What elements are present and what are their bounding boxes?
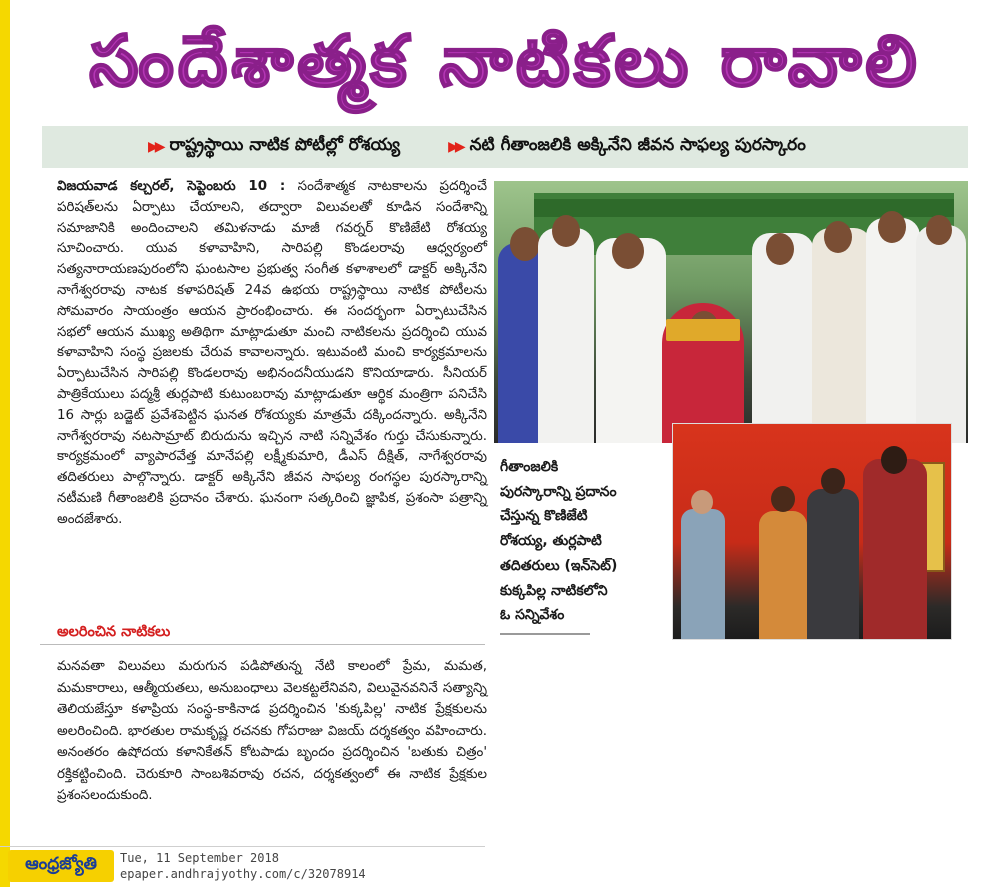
subheadline-bar bbox=[42, 126, 968, 168]
caption-line: కుక్కపిల్ల నాటికలోని bbox=[500, 582, 608, 599]
newspaper-logo: ఆంధ్రజ్యోతి bbox=[8, 850, 114, 882]
actor-figure bbox=[759, 511, 807, 639]
actor-head bbox=[881, 446, 907, 474]
article-paragraph: సందేశాత్మక నాటకాలను ప్రదర్శించే పరిషత్‌లను ఏర్పాటు చేయాలని, తద్వారా విలువలతో కూడిన సందేశాన్ని సమాజానికి అందించాలని తమిళనాడు మాజీ గవర్నర్‌ కొణిజేటి రోశయ్య సూచించారు. యువ కళావాహిని, సారిపల్లి కొండలరావు ఆధ్వర్యంలో సత్యనారాయణపురంలోని ఘంటసాల ప్రభుత్వ సంగీత కళాశాలలో డాక్టర్‌ అక్కినేని నాగేశ్వరరావు నాటక కళాపరిషత్‌ 24వ ఉభయ రాష్ట్రస్థాయి నాటిక పోటీలను సోమవారం సాయంత్రం ఆయన ప్రారంభించారు. ఈ సందర్భంగా ఏర్పాటుచేసిన సభలో ఆయన ముఖ్య అతిథిగా మాట్లాడుతూ మంచి నాటికలను ప్రదర్శించి యువ కళావాహిని సంస్థ ప్రజలకు చేరువ కావాలన్నారు. ఇటువంటి మంచి కార్యక్రమాలను ఏర్పాటుచేసిన సారిపల్లి కొండలరావు అభినందనీయుడని కొనియాడారు. సీనియర్‌ పాత్రికేయులు పద్మశ్రీ తుర్లపాటి కుటుంబరావు మాట్లాడుతూ ఆర్థిక మంత్రిగా పనిచేసి 16 సార్లు బడ్జెట్‌ ప్రవేశపెట్టిన ఘనత రోశయ్యకు మాత్రమే దక్కిందన్నారు. అక్కినేని నాగేశ్వరరావు నటసామ్రాట్‌ బిరుదును ఇచ్చిన నాటి సన్నివేశం గుర్తు చేసుకున్నారు. కార్యక్రమంలో వ్యాపారవేత్త మానేపల్లి లక్ష్మీకుమారి, డీఎస్‌ దీక్షిత్‌, నాగేశ్వరరావు తదితరులు పాల్గొన్నారు. డాక్టర్‌ అక్కినేని జీవన సాఫల్య రంగస్థల పురస్కారాన్ని నటీమణి గీతాంజలికి ప్రదానం చేశారు. ఘనంగా సత్కరించి జ్ఞాపిక, ప్రశంసా పత్రాన్ని అందజేశారు. bbox=[57, 179, 488, 527]
person-head bbox=[926, 215, 952, 245]
caption-line: రోశయ్య, తుర్లపాటి bbox=[500, 533, 602, 550]
caption-line: పురస్కారాన్ని ప్రదానం bbox=[500, 483, 617, 500]
person-head bbox=[612, 233, 644, 269]
footer-divider bbox=[0, 846, 485, 847]
inset-play-photo bbox=[672, 423, 952, 640]
caption-line: తదితరులు (ఇన్‌సెట్‌) bbox=[500, 557, 618, 574]
section-paragraph: మనవతా విలువలు మరుగున పడిపోతున్న నేటి కాలంలో ప్రేమ, మమత, మమకారాలు, ఆత్మీయతలు, అనుబంధాలు వెలకట్టలేనివని, విలువైనవనినే సత్యాన్ని తెలియజేస్తూ కళాప్రియ సంస్థ-కాకినాడ ప్రదర్శించిన 'కుక్కపిల్ల' నాటిక ప్రేక్షకులను అలరించింది. భారతుల రామకృష్ణ రచనకు గోపరాజు విజయ్‌ దర్శకత్వం వహించారు. అనంతరం ఉషోదయ కళానికేతన్‌ కోటపాడు బృందం ప్రదర్శించిన 'బతుకు చిత్రం' రక్తికట్టించింది. చెరుకూరి సాంబశివరావు రచన, దర్శకత్వంలో ఈ నాటిక ప్రేక్షకుల ప్రశంసలందుకుంది. bbox=[57, 659, 487, 803]
headline: సందేశాత్మక నాటికలు రావాలి bbox=[89, 20, 921, 102]
person-figure bbox=[866, 218, 920, 443]
person-figure bbox=[596, 238, 666, 443]
section-divider bbox=[40, 644, 485, 645]
subheadline-1 bbox=[148, 135, 400, 159]
double-chevron-icon: ▶▶ bbox=[148, 139, 162, 155]
memento-frame bbox=[666, 319, 740, 341]
event-photo bbox=[494, 181, 968, 443]
actor-head bbox=[821, 468, 845, 494]
actor-head bbox=[691, 490, 713, 514]
caption-line: గీతాంజలికి bbox=[500, 459, 559, 475]
subheadline-2-text: నటి గీతాంజలికి అక్కినేని జీవన సాఫల్య పురస్కారం bbox=[469, 135, 806, 155]
left-accent-strip bbox=[0, 0, 10, 887]
dateline: విజయవాడ కల్చరల్‌, సెప్టెంబరు 10 : bbox=[57, 179, 286, 194]
person-figure bbox=[538, 228, 594, 443]
caption-line: చేస్తున్న కొణిజేటి bbox=[500, 508, 588, 525]
epaper-link[interactable]: epaper.andhrajyothy.com/c/32078914 bbox=[120, 867, 366, 881]
person-head bbox=[824, 221, 852, 253]
person-head bbox=[766, 233, 794, 265]
person-figure bbox=[916, 225, 966, 443]
actor-figure bbox=[863, 459, 927, 639]
publication-date: Tue, 11 September 2018 bbox=[120, 851, 279, 865]
person-head bbox=[878, 211, 906, 243]
caption-line: ఓ సన్నివేశం bbox=[500, 607, 565, 624]
person-figure bbox=[812, 228, 872, 443]
double-chevron-icon: ▶▶ bbox=[448, 139, 462, 155]
article-body bbox=[57, 177, 487, 531]
section-heading: అలరించిన నాటికలు bbox=[57, 624, 171, 640]
subheadline-2 bbox=[448, 135, 806, 159]
photo-caption bbox=[500, 455, 668, 628]
actor-figure bbox=[681, 509, 725, 639]
subheadline-1-text: రాష్ట్రస్థాయి నాటిక పోటీల్లో రోశయ్య bbox=[169, 135, 401, 155]
person-head bbox=[510, 227, 540, 261]
actor-head bbox=[771, 486, 795, 512]
caption-underline bbox=[500, 633, 590, 635]
person-head bbox=[552, 215, 580, 247]
actor-figure bbox=[807, 489, 859, 639]
